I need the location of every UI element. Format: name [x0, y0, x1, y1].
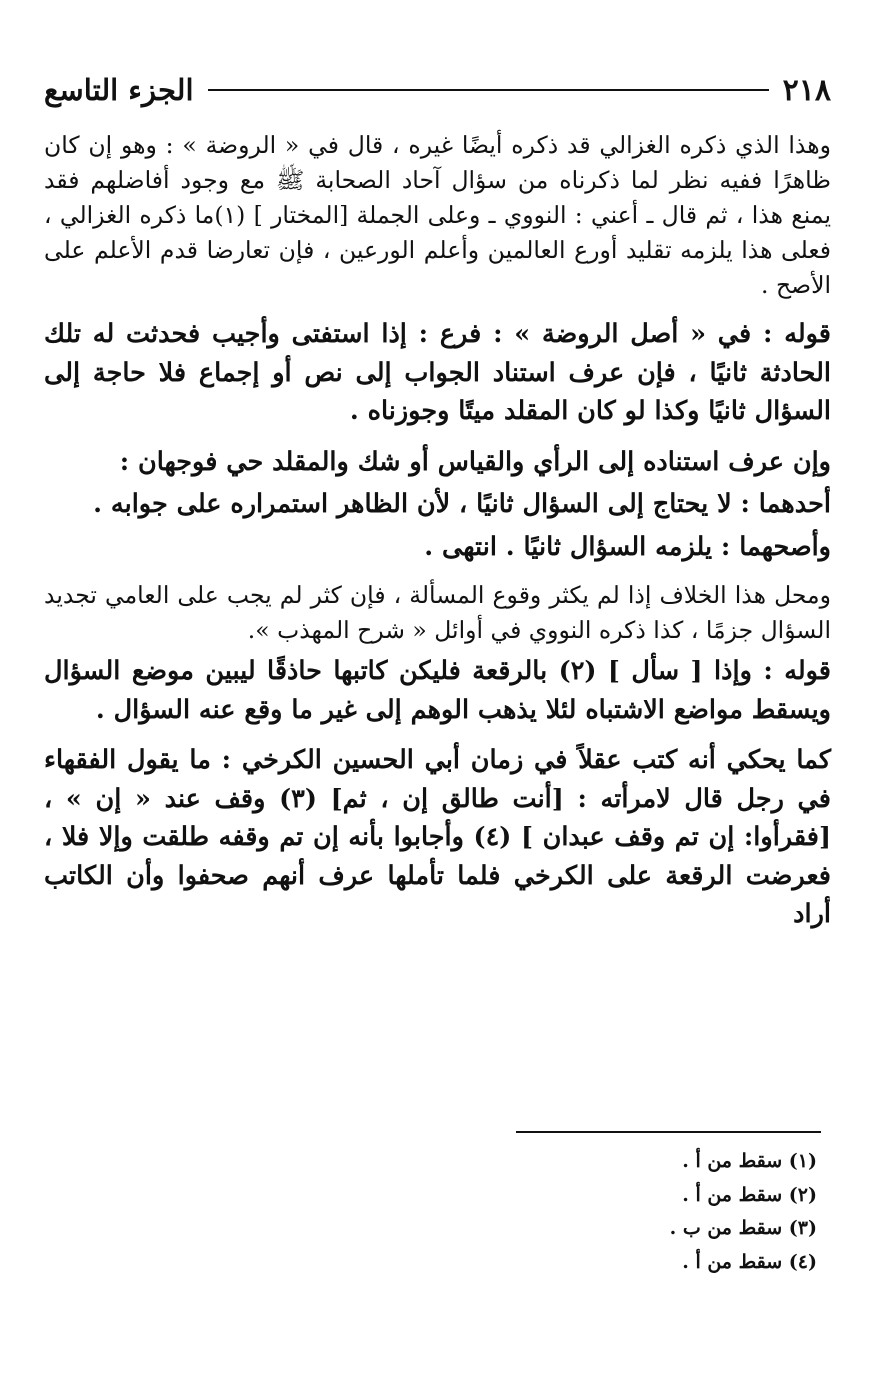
paragraph-written-question: قوله : وإذا [ سأل ] (٢) بالرقعة فليكن كاتبها حاذقًا ليبين موضع السؤال ويسقط مواضع الاشتباه لئلا يذهب الوهم إلى غير ما وقع عنه السؤال . [44, 656, 831, 725]
volume-title: الجزء التاسع [44, 73, 194, 107]
paragraph-first-view: أحدهما : لا يحتاج إلى السؤال ثانيًا ، لأن الظاهر استمراره على جوابه . [93, 489, 831, 519]
footnote-separator [516, 1131, 821, 1133]
footnote-1: (١) سقط من أ . [682, 1150, 817, 1172]
paragraph-two-views: وإن عرف استناده إلى الرأي والقياس أو شك والمقلد حي فوجهان : [119, 446, 831, 477]
paragraph-rawda-far: قوله : في « أصل الروضة » : فرع : إذا استفتى وأجيب فحدثت له تلك الحادثة ثانيًا ، فإن عرف استناد الجواب إلى نص أو إجماع فلا حاجة إلى السؤال ثانيًا وكذا لو كان المقلد ميتًا وجوزناه . [44, 319, 831, 426]
footnotes [57, 1145, 817, 1279]
footnote-2: (٢) سقط من أ . [682, 1183, 817, 1206]
body-text [44, 128, 831, 934]
paragraph-karkhi-story: كما يحكي أنه كتب عقلاً في زمان أبي الحسين الكرخي : ما يقول الفقهاء في رجل قال لامرأته : [أنت طالق إن ، ثم] (٣) وقف عند « إن » ، [فقرأوا: إن تم وقف عبدان ] (٤) وأجابوا بأنه إن تم وقفه طلقت وإلا فلا ، فعرضت الرقعة على الكرخي فلما تأملها عرف أنهم صحفوا وأن الكاتب أراد [44, 745, 832, 929]
header-rule [208, 89, 769, 91]
paragraph-sounder-view: وأصحهما : يلزمه السؤال ثانيًا . انتهى . [424, 531, 831, 562]
footnote-4: (٤) سقط من أ . [682, 1250, 817, 1273]
paragraph-scope-of-dispute: ومحل هذا الخلاف إذا لم يكثر وقوع المسألة ، فإن كثر لم يجب على العامي تجديد السؤال جزمًا ، كذا ذكره النووي في أوائل « شرح المهذب ». [44, 581, 831, 644]
running-header [44, 70, 831, 110]
footnote-3: (٣) سقط من ب . [669, 1217, 817, 1239]
page-number: ٢١٨ [782, 72, 831, 108]
paragraph-ghazali-quote: وهذا الذي ذكره الغزالي قد ذكره أيضًا غيره ، قال في « الروضة » : وهو إن كان ظاهرًا ففيه نظر لما ذكرناه من سؤال آحاد الصحابة ﷺ مع وجود أفاضلهم فقد يمنع هذا ، ثم قال ـ أعني : النووي ـ وعلى الجملة [المختار ] (١)ما ذكره الغزالي ، فعلى هذا يلزمه تقليد أورع العالمين وأعلم الورعين ، فإن تعارضا قدم الأعلم على الأصح . [44, 131, 831, 299]
